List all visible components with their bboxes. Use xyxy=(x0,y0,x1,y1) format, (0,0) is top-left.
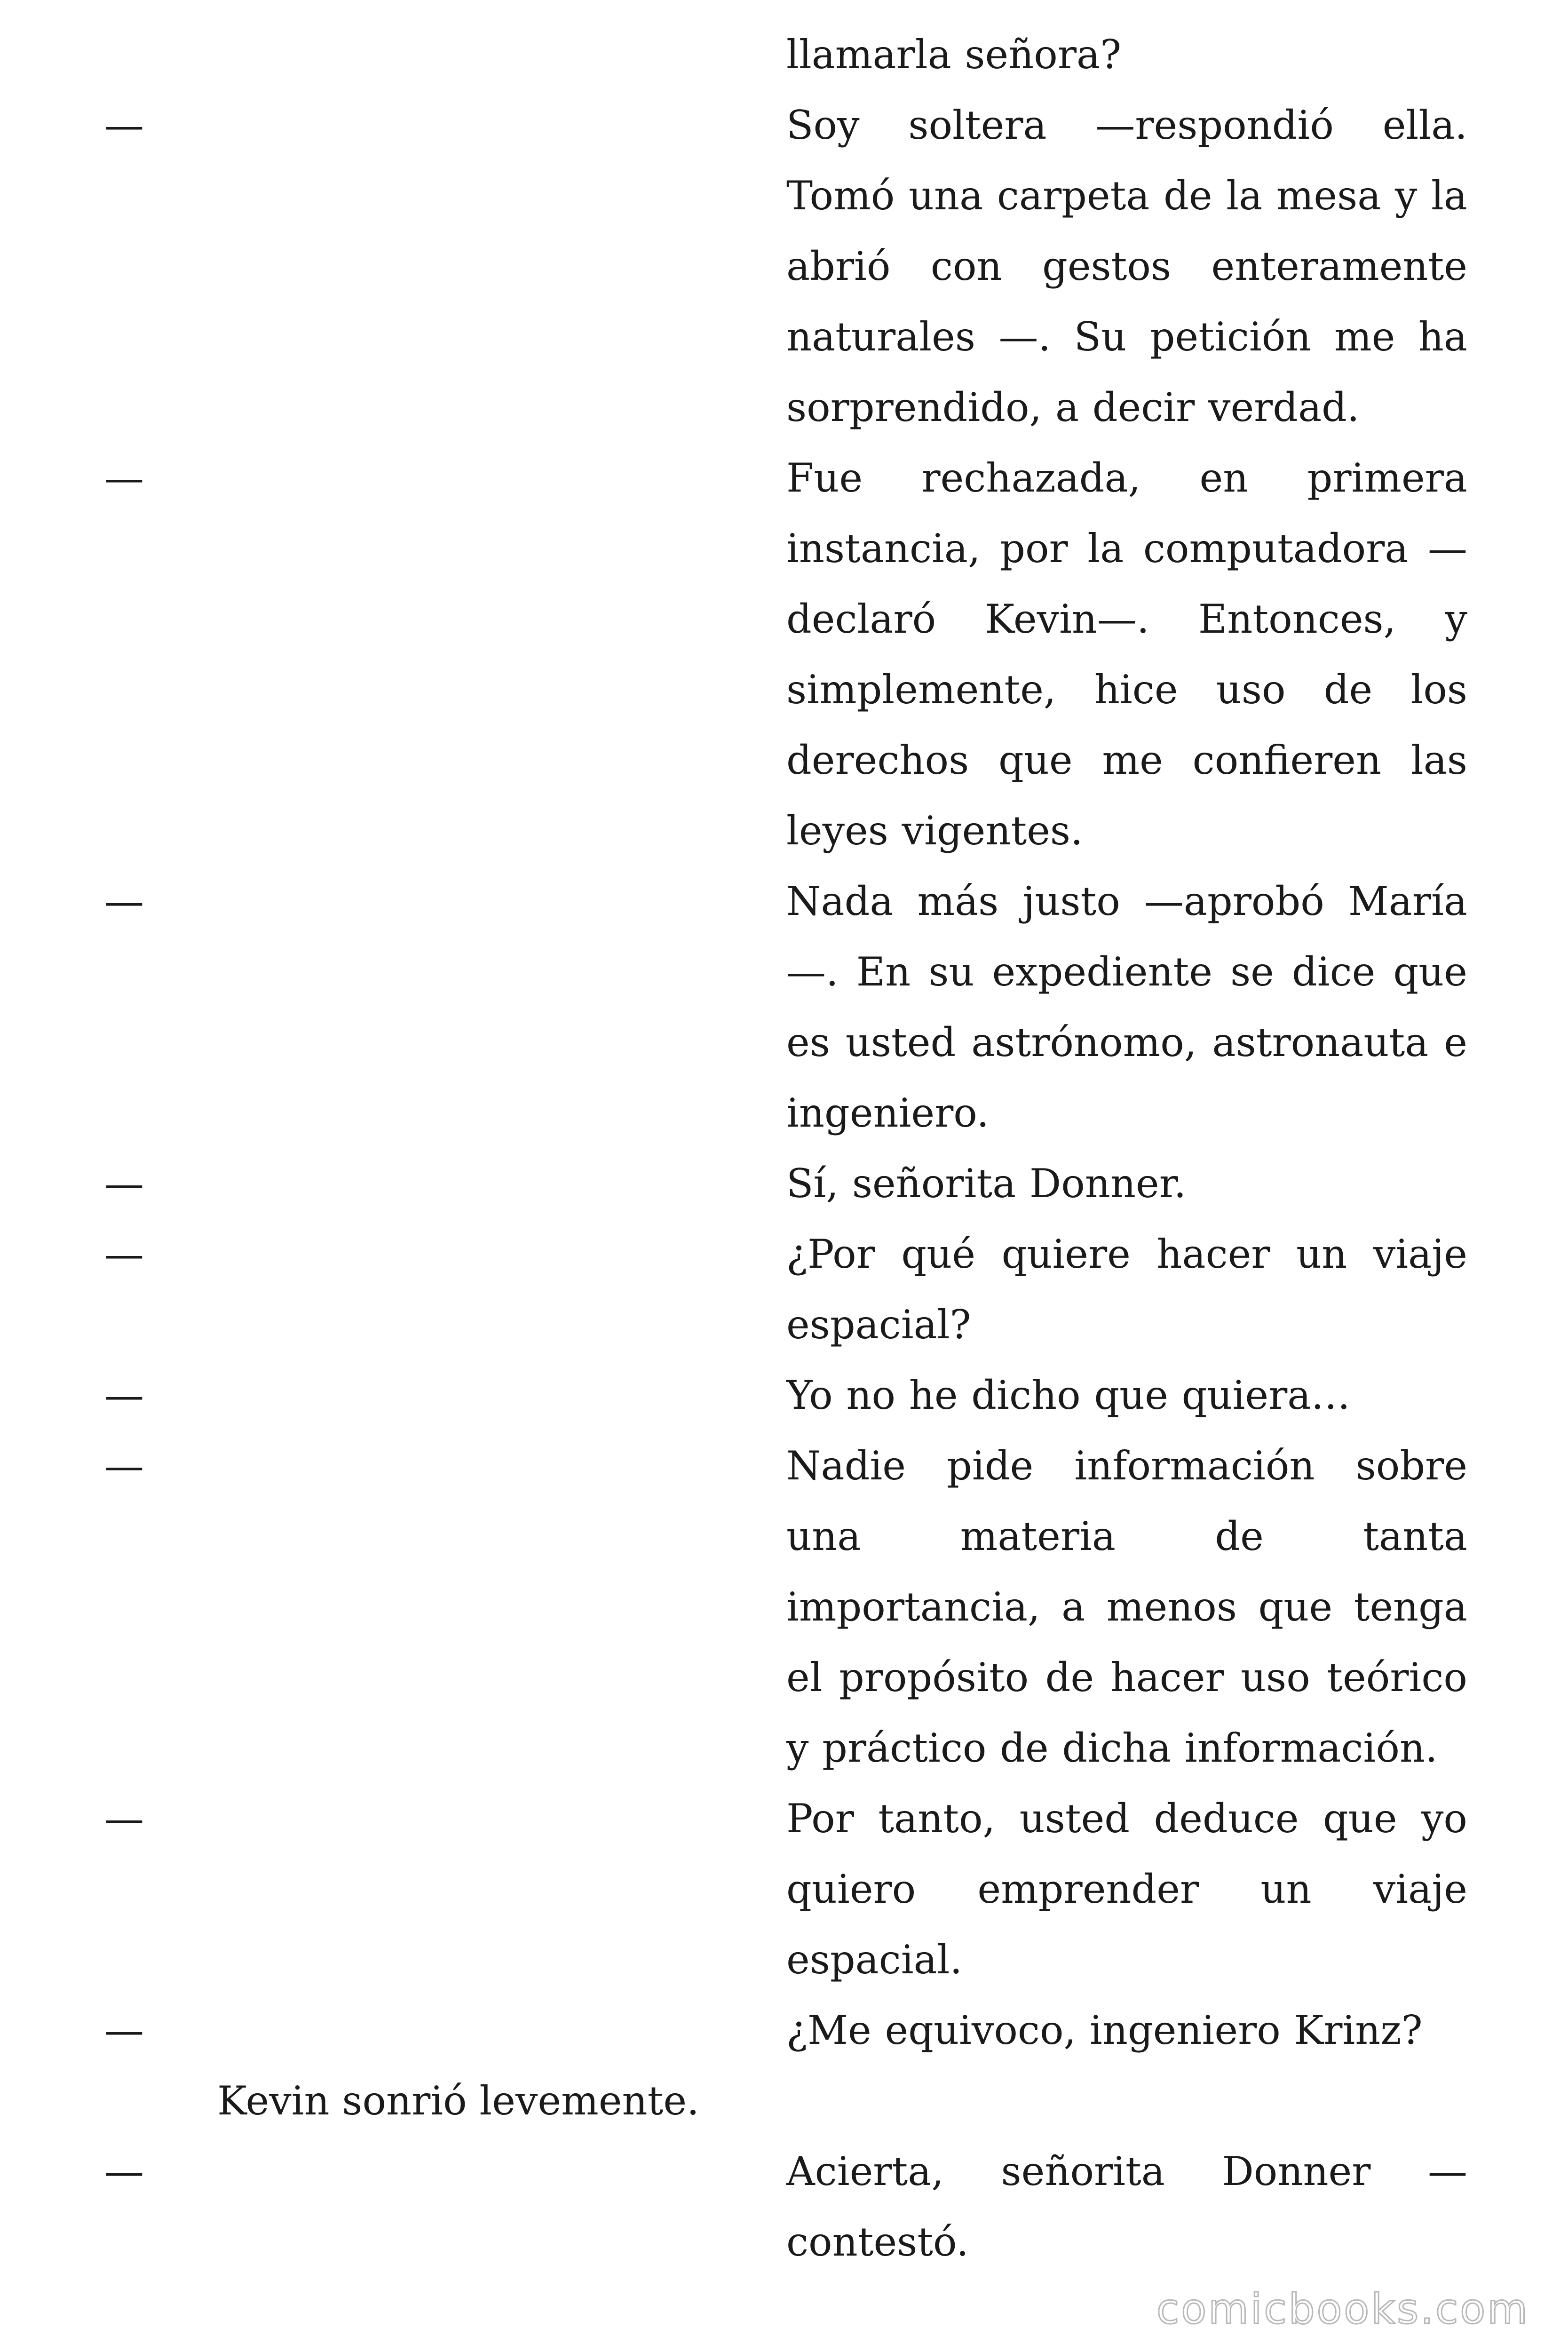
dialogue-dash: — xyxy=(104,1160,144,1207)
dialogue-paragraph xyxy=(0,1360,1568,1430)
paragraph-text: ¿Me equivoco, ingeniero Krinz? xyxy=(786,2007,1423,2053)
dialogue-dash: — xyxy=(104,455,144,501)
dialogue-dash: — xyxy=(104,878,144,924)
dialogue-dash: — xyxy=(104,1372,144,1418)
dialogue-dash: — xyxy=(104,2007,144,2053)
dialogue-dash: — xyxy=(104,2148,144,2194)
paragraph-text: Sí, señorita Donner. xyxy=(786,1160,1187,1207)
paragraph-text: Fue rechazada, en primera instancia, por la computadora —declaró Kevin—. Entonces, y simplemente, hice uso de los derechos que me confieren las leyes vigentes. xyxy=(786,455,1467,854)
dialogue-paragraph xyxy=(0,1148,1568,1219)
paragraph-text: Acierta, señorita Donner —contestó. xyxy=(786,2148,1467,2265)
dialogue-paragraph xyxy=(0,443,1568,866)
dialogue-paragraph xyxy=(0,866,1568,1148)
paragraph-continuation xyxy=(0,19,1568,90)
dialogue-paragraph xyxy=(0,1783,1568,1995)
paragraph-text: Por tanto, usted deduce que yo quiero emprender un viaje espacial. xyxy=(786,1796,1467,1983)
dialogue-dash: — xyxy=(104,102,144,148)
dialogue-dash: — xyxy=(104,1443,144,1489)
dialogue-paragraph xyxy=(0,1995,1568,2066)
dialogue-paragraph xyxy=(0,90,1568,443)
watermark: comicbooks.com xyxy=(1156,2285,1529,2333)
dialogue-paragraph xyxy=(0,2136,1568,2277)
paragraph-text: llamarla señora? xyxy=(786,32,1122,78)
dialogue-paragraph xyxy=(0,1430,1568,1783)
narration-paragraph xyxy=(0,2066,1568,2136)
paragraph-text: Yo no he dicho que quiera… xyxy=(786,1372,1351,1418)
paragraph-text: Soy soltera —respondió ella. Tomó una carpeta de la mesa y la abrió con gestos enteramente naturales —. Su petición me ha sorprendido, a decir verdad. xyxy=(786,102,1467,430)
paragraph-text: Nadie pide información sobre una materia de tanta importancia, a menos que tenga el propósito de hacer uso teórico y práctico de dicha información. xyxy=(786,1443,1467,1771)
paragraph-text: Nada más justo —aprobó María—. En su expediente se dice que es usted astrónomo, astronauta e ingeniero. xyxy=(786,878,1467,1136)
dialogue-dash: — xyxy=(104,1796,144,1842)
paragraph-text: ¿Por qué quiere hacer un viaje espacial? xyxy=(786,1231,1467,1348)
paragraph-text: Kevin sonrió levemente. xyxy=(217,2078,699,2124)
dialogue-paragraph xyxy=(0,1219,1568,1360)
dialogue-dash: — xyxy=(104,1231,144,1277)
